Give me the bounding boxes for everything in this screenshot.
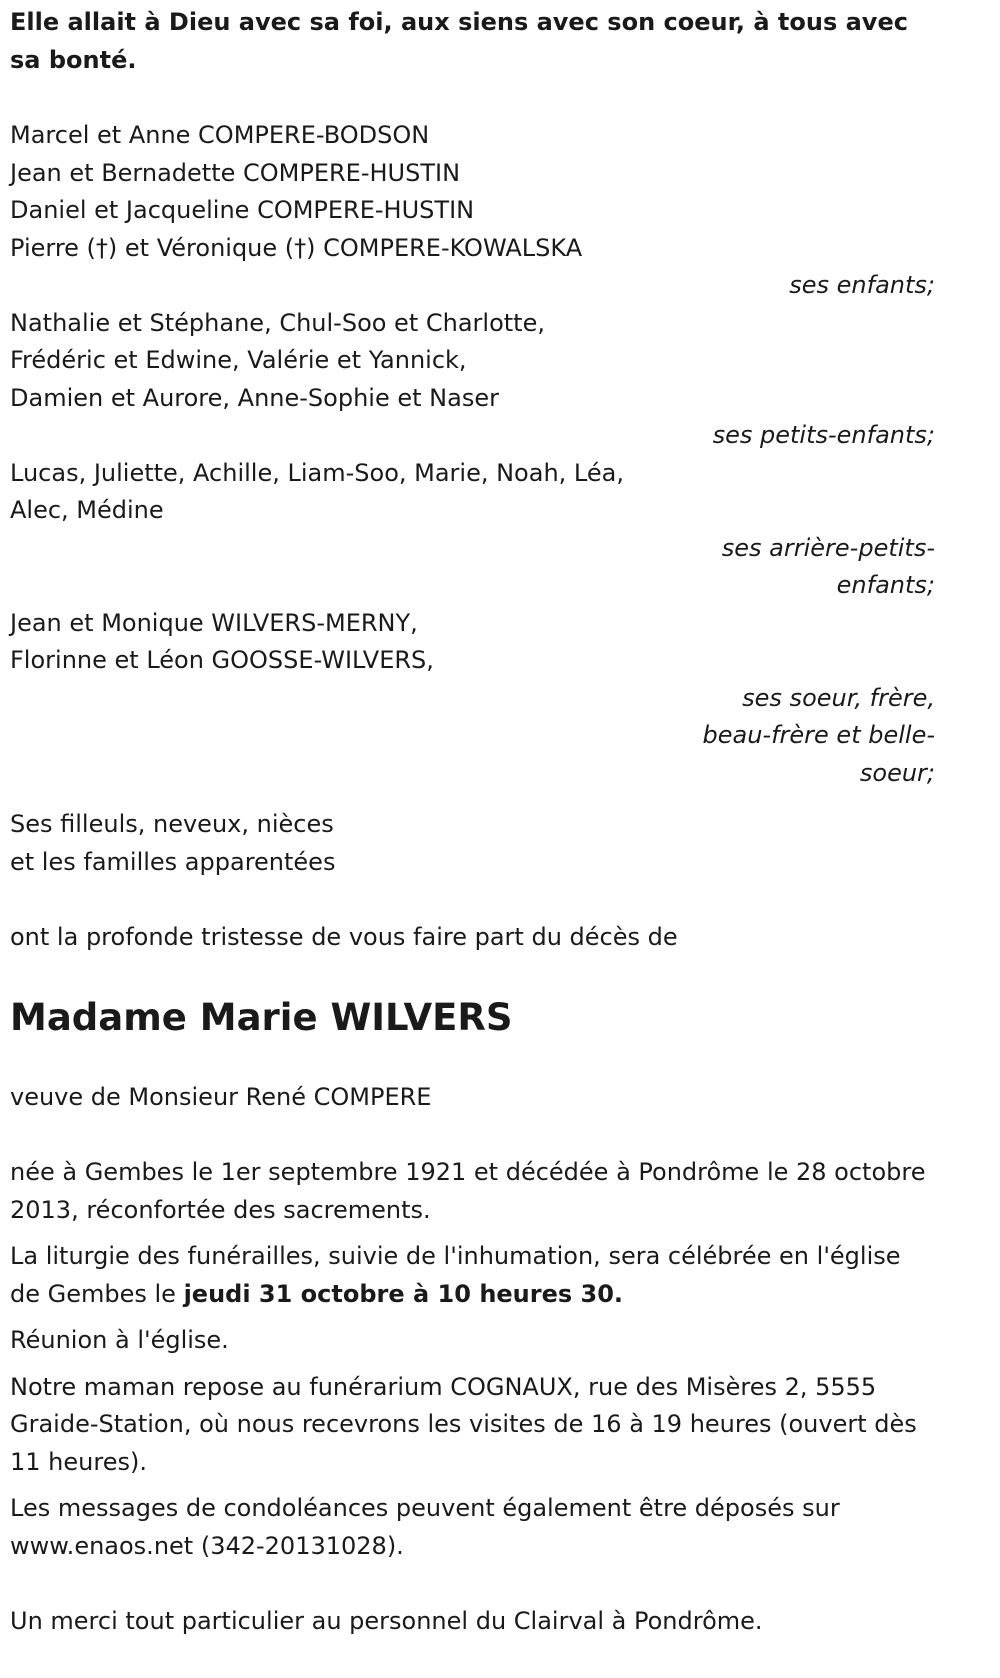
- children-names: [10, 117, 935, 267]
- great-grandchildren-names: [10, 455, 935, 530]
- birth-death: née à Gembes le 1er septembre 1921 et décédée à Pondrôme le 28 octobre 2013, réconfortée des sacrements.: [10, 1158, 926, 1224]
- rest-place: Notre maman repose au funérarium COGNAUX, rue des Misères 2, 5555 Graide-Station, où nous recevrons les visites de 16 à 19 heures (ouvert dès 11 heures).: [10, 1372, 917, 1476]
- reunion: Réunion à l'église.: [10, 1326, 229, 1354]
- announcement: ont la profonde tristesse de vous faire part du décès de: [10, 923, 678, 951]
- name-line: Damien et Aurore, Anne-Sophie et Naser: [10, 383, 499, 412]
- role-great-grandchildren: ses arrière-petits-enfants;: [721, 533, 935, 599]
- others-names: [10, 806, 935, 881]
- name-line: Ses filleuls, neveux, nièces: [10, 810, 334, 838]
- epigraph: Elle allait à Dieu avec sa foi, aux siens avec son coeur, à tous avec sa bonté.: [10, 8, 908, 74]
- name-line: Pierre (†) et Véronique (†) COMPERE-KOWALSKA: [10, 233, 583, 262]
- liturgy-text: La liturgie des funérailles, suivie de l'inhumation, sera célébrée en l'église de Gembes le: [10, 1242, 901, 1308]
- role-children: ses enfants;: [789, 271, 935, 299]
- thanks: Un merci tout particulier au personnel du Clairval à Pondrôme.: [10, 1607, 763, 1635]
- liturgy: [10, 1238, 935, 1313]
- name-line: Lucas, Juliette, Achille, Liam-Soo, Marie, Noah, Léa,: [10, 458, 624, 487]
- siblings-names: [10, 605, 935, 680]
- widow-of: veuve de Monsieur René COMPERE: [10, 1082, 432, 1111]
- condolences: Les messages de condoléances peuvent également être déposés sur www.enaos.net (342-20131028).: [10, 1494, 840, 1560]
- name-line: Frédéric et Edwine, Valérie et Yannick,: [10, 346, 467, 374]
- role-grandchildren: ses petits-enfants;: [712, 421, 935, 449]
- name-line: et les familles apparentées: [10, 847, 336, 876]
- name-line: Florinne et Léon GOOSSE-WILVERS,: [10, 646, 434, 674]
- name-line: Alec, Médine: [10, 496, 164, 524]
- grandchildren-names: [10, 305, 935, 418]
- deceased-name: Madame Marie WILVERS: [10, 995, 513, 1039]
- name-line: Jean et Monique WILVERS-MERNY,: [10, 608, 418, 637]
- name-line: Jean et Bernadette COMPERE-HUSTIN: [10, 158, 461, 187]
- liturgy-date: jeudi 31 octobre à 10 heures 30.: [183, 1279, 624, 1308]
- name-line: Daniel et Jacqueline COMPERE-HUSTIN: [10, 196, 475, 224]
- name-line: Marcel et Anne COMPERE-BODSON: [10, 121, 430, 149]
- name-line: Nathalie et Stéphane, Chul-Soo et Charlotte,: [10, 308, 545, 337]
- role-siblings: ses soeur, frère, beau-frère et belle-soeur;: [702, 683, 935, 787]
